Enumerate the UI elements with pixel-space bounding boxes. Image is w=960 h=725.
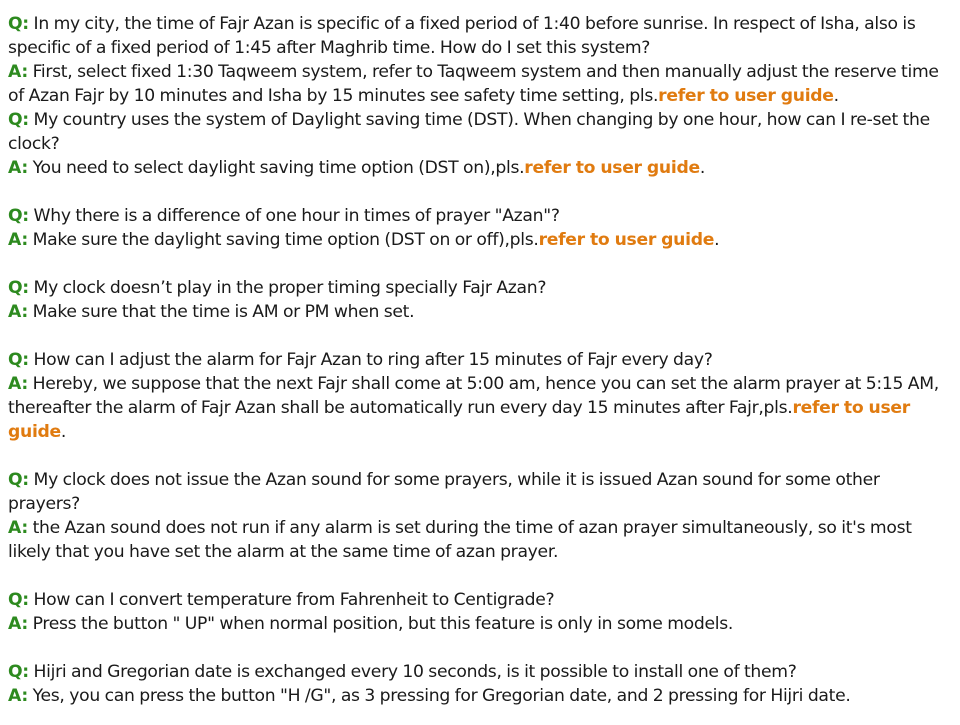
user-guide-link[interactable]: refer to user guide <box>538 230 715 250</box>
faq-entry-4 <box>8 276 954 324</box>
user-guide-link[interactable]: refer to user guide <box>658 86 834 106</box>
question-label: Q: <box>8 350 29 370</box>
answer <box>8 516 954 564</box>
faq-entry-6 <box>8 468 954 564</box>
answer-end: . <box>714 230 720 250</box>
faq-entry-1 <box>8 12 954 108</box>
question-text: My clock does not issue the Azan sound for some prayers, while it is issued Azan sound for some other prayers? <box>8 470 880 514</box>
question-text: My clock doesn’t play in the proper timing specially Fajr Azan? <box>28 278 547 298</box>
question <box>8 12 954 60</box>
question <box>8 468 954 516</box>
answer-end: . <box>699 158 705 178</box>
question-label: Q: <box>8 278 29 298</box>
answer-label: A: <box>8 686 28 706</box>
question <box>8 108 954 156</box>
faq-entry-7 <box>8 588 954 636</box>
answer <box>8 684 954 708</box>
question <box>8 204 954 228</box>
answer <box>8 60 954 108</box>
question-text: My country uses the system of Daylight saving time (DST). When changing by one hour, how can I re-set the clock? <box>8 110 930 154</box>
answer-label: A: <box>8 374 28 394</box>
question-label: Q: <box>8 110 29 130</box>
answer-text: First, select fixed 1:30 Taqweem system, refer to Taqweem system and then manually adjust the reserve time of Azan Fajr by 10 minutes and Isha by 15 minutes see safety time setting, pls. <box>8 62 939 106</box>
faq-entry-8 <box>8 660 954 708</box>
question-label: Q: <box>8 14 29 34</box>
question-label: Q: <box>8 470 29 490</box>
question <box>8 348 954 372</box>
question-text: In my city, the time of Fajr Azan is specific of a fixed period of 1:40 before sunrise. In respect of Isha, also is specific of a fixed period of 1:45 after Maghrib time. How do I set this system? <box>8 14 916 58</box>
faq-list <box>8 12 954 708</box>
question-label: Q: <box>8 662 29 682</box>
answer <box>8 372 954 444</box>
answer-text: Make sure that the time is AM or PM when set. <box>27 302 415 322</box>
faq-entry-5 <box>8 348 954 444</box>
question-text: Hijri and Gregorian date is exchanged every 10 seconds, is it possible to install one of them? <box>28 662 797 682</box>
answer-label: A: <box>8 158 28 178</box>
answer-text: Press the button " UP" when normal position, but this feature is only in some models. <box>27 614 734 634</box>
question-text: How can I convert temperature from Fahrenheit to Centigrade? <box>28 590 555 610</box>
faq-entry-3 <box>8 204 954 252</box>
user-guide-link[interactable]: refer to user guide <box>8 398 910 442</box>
user-guide-link[interactable]: refer to user guide <box>524 158 700 178</box>
answer-text: You need to select daylight saving time option (DST on),pls. <box>27 158 525 178</box>
question <box>8 588 954 612</box>
answer-text: Yes, you can press the button "H /G", as 3 pressing for Gregorian date, and 2 pressing for Hijri date. <box>27 686 851 706</box>
answer <box>8 228 954 252</box>
answer-label: A: <box>8 230 28 250</box>
faq-entry-2 <box>8 108 954 180</box>
answer-label: A: <box>8 614 28 634</box>
answer-label: A: <box>8 302 28 322</box>
answer <box>8 156 954 180</box>
answer-end: . <box>60 422 67 442</box>
question-label: Q: <box>8 206 29 226</box>
answer <box>8 612 954 636</box>
answer <box>8 300 954 324</box>
answer-label: A: <box>8 518 28 538</box>
question <box>8 276 954 300</box>
answer-end: . <box>833 86 839 106</box>
question <box>8 660 954 684</box>
answer-label: A: <box>8 62 28 82</box>
question-text: Why there is a difference of one hour in times of prayer "Azan"? <box>28 206 560 226</box>
answer-text: Make sure the daylight saving time option (DST on or off),pls. <box>27 230 539 250</box>
answer-text: Hereby, we suppose that the next Fajr shall come at 5:00 am, hence you can set the alarm prayer at 5:15 AM, thereafter the alarm of Fajr Azan shall be automatically run every day 15 minutes after Fajr,pls. <box>8 374 939 418</box>
answer-text: the Azan sound does not run if any alarm is set during the time of azan prayer simultaneously, so it's most likely that you have set the alarm at the same time of azan prayer. <box>8 518 912 562</box>
question-label: Q: <box>8 590 29 610</box>
question-text: How can I adjust the alarm for Fajr Azan to ring after 15 minutes of Fajr every day? <box>28 350 713 370</box>
